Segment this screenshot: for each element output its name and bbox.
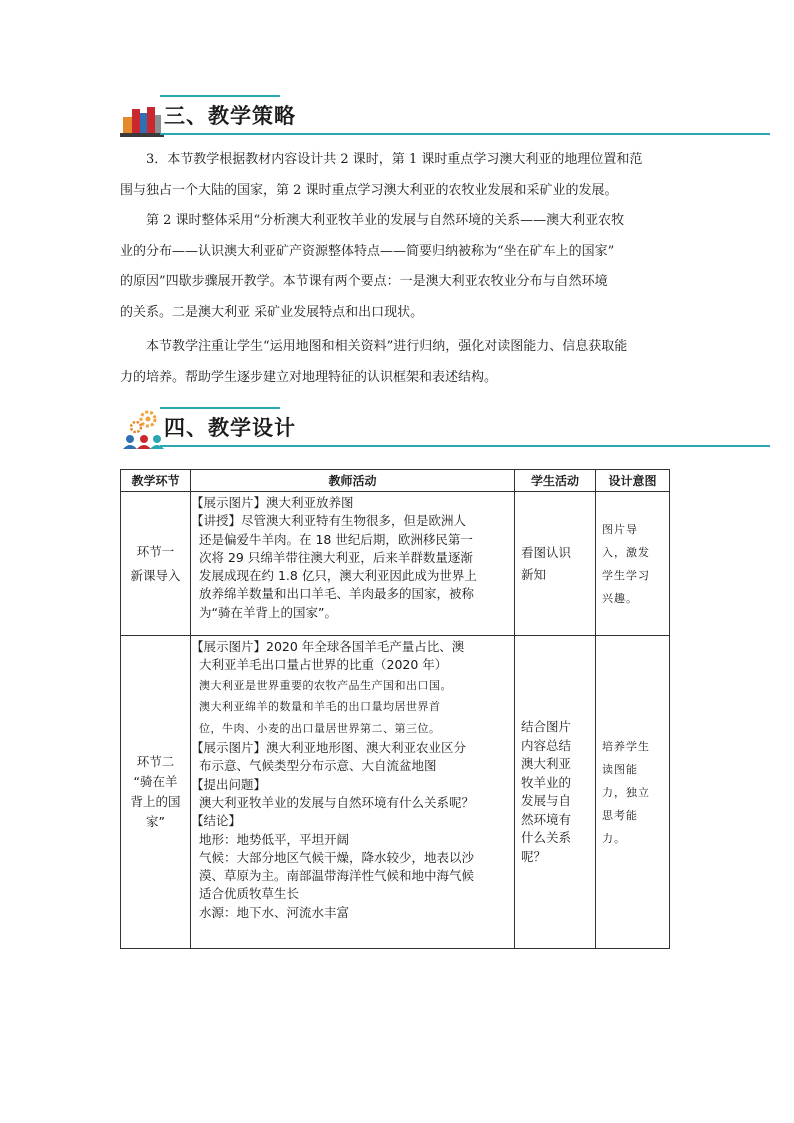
- text-line: 围与独占一个大陆的国家，第 2 课时重点学习澳大利亚的农牧业发展和采矿业的发展。: [120, 182, 618, 198]
- teacher-line: 【提出问题】: [191, 776, 267, 792]
- section-3-header: [120, 95, 770, 135]
- teacher-activity-cell: [191, 492, 515, 636]
- teacher-line: 气候：大部分地区气候干燥，降水较少，地表以沙: [199, 849, 475, 865]
- teacher-handwritten-line: 澳大利亚是世界重要的农牧产品生产国和出口国。: [199, 678, 452, 692]
- intent-line: 学生学习: [602, 568, 650, 582]
- intent-line: 图片导: [602, 522, 638, 536]
- header-rule: [160, 445, 770, 447]
- stage-text: 家”: [146, 814, 165, 829]
- text-line: 业的分布——认识澳大利亚矿产资源整体特点——简要归纳被称为“坐在矿车上的国家”: [120, 243, 615, 259]
- strategy-paragraph-2: [120, 206, 682, 328]
- teacher-line: 布示意、气候类型分布示意、大自流盆地图: [199, 758, 437, 774]
- student-line: 呢？: [521, 848, 547, 864]
- header-top-line: [160, 407, 280, 409]
- intent-line: 培养学生: [602, 739, 650, 753]
- text-line: 3．本节教学根据教材内容设计共 2 课时，第 1 课时重点学习澳大利亚的地理位置和范: [146, 152, 643, 167]
- student-line: 发展与自: [521, 793, 572, 808]
- intent-line: 读图能: [602, 762, 638, 776]
- table-row: [121, 492, 670, 636]
- stage-text: 新课导入: [130, 567, 181, 583]
- header-design-intent: 设计意图: [596, 470, 670, 492]
- teacher-line: 地形：地势低平，平坦开阔: [199, 831, 350, 847]
- stage-text: 环节二: [136, 754, 175, 769]
- section-4-header: [120, 407, 770, 447]
- table-header-row: [121, 470, 670, 492]
- table-row: [121, 636, 670, 949]
- teacher-line: 【展示图片】澳大利亚放养图: [191, 495, 354, 510]
- books-stack-icon: [120, 97, 164, 137]
- student-line: 结合图片: [521, 719, 572, 734]
- header-top-line: [160, 95, 280, 97]
- design-intent-cell: [596, 492, 670, 636]
- teacher-line: 澳大利亚牧羊业的发展与自然环境有什么关系呢？: [199, 794, 475, 810]
- student-line: 什么关系: [521, 830, 572, 845]
- stage-text: 环节一: [136, 543, 175, 559]
- teacher-line: 大利亚羊毛出口量占世界的比重（2020 年）: [199, 657, 448, 673]
- header-stage: 教学环节: [121, 470, 191, 492]
- stage-text: 背上的国: [130, 794, 181, 809]
- teaching-design-table: [120, 469, 670, 949]
- teacher-line: 为“骑在羊背上的国家”。: [199, 604, 337, 620]
- section-4-title: 四、教学设计: [164, 416, 296, 440]
- intent-line: 入，激发: [602, 545, 650, 559]
- text-line: 力的培养。帮助学生逐步建立对地理特征的认识框架和表述结构。: [120, 369, 498, 385]
- student-activity-cell: [515, 492, 596, 636]
- teacher-handwritten-line: 澳大利亚绵羊的数量和羊毛的出口量均居世界首: [199, 700, 441, 714]
- student-line: 看图认识: [521, 544, 572, 560]
- strategy-paragraph-3: [120, 332, 682, 393]
- text-line: 本节教学注重让学生“运用地图和相关资料”进行归纳，强化对读图能力、信息获取能: [146, 339, 628, 354]
- student-line: 牧羊业的: [521, 774, 572, 790]
- header-teacher-activity: 教师活动: [191, 470, 515, 492]
- student-line: 然环境有: [521, 811, 572, 827]
- student-activity-cell: [515, 636, 596, 949]
- teacher-line: 放养绵羊数量和出口羊毛、羊肉最多的国家，被称: [199, 586, 475, 602]
- teacher-line: 【展示图片】澳大利亚地形图、澳大利亚农业区分: [191, 740, 467, 756]
- intent-line: 思考能: [602, 808, 638, 822]
- intent-line: 兴趣。: [602, 591, 638, 605]
- text-line: 的原因”四歇步骤展开教学。本节课有两个要点：一是澳大利亚农牧业分布与自然环境: [120, 274, 608, 289]
- stage-cell: [121, 636, 191, 949]
- teacher-line: 水源：地下水、河流水丰富: [199, 904, 350, 920]
- student-line: 新知: [521, 566, 547, 582]
- intent-line: 力，独立: [602, 785, 650, 799]
- teacher-line: 【结论】: [191, 813, 242, 829]
- header-student-activity: 学生活动: [515, 470, 596, 492]
- gears-people-icon: [120, 409, 164, 449]
- intent-line: 力。: [602, 831, 626, 845]
- teacher-line: 还是偏爱牛羊肉。在 18 世纪后期，欧洲移民第一: [199, 531, 473, 547]
- section-3-title: 三、教学策略: [164, 104, 296, 128]
- teacher-line: 发展成现在约 1.8 亿只，澳大利亚因此成为世界上: [199, 568, 477, 584]
- student-line: 澳大利亚: [521, 756, 572, 771]
- student-line: 内容总结: [521, 737, 572, 753]
- stage-cell: [121, 492, 191, 636]
- strategy-paragraph-1: [120, 145, 682, 206]
- teacher-handwritten-line: 位，牛肉、小麦的出口量居世界第二、第三位。: [199, 721, 441, 735]
- text-line: 的关系。二是澳大利亚 采矿业发展特点和出口现状。: [120, 304, 424, 320]
- design-intent-cell: [596, 636, 670, 949]
- stage-text: “骑在羊: [133, 774, 178, 789]
- teacher-line: 【展示图片】2020 年全球各国羊毛产量占比、澳: [191, 639, 465, 654]
- teacher-line: 【讲授】尽管澳大利亚特有生物很多，但是欧洲人: [191, 513, 467, 529]
- teacher-line: 适合优质牧草生长: [199, 886, 300, 902]
- teacher-activity-cell: [191, 636, 515, 949]
- text-line: 第 2 课时整体采用“分析澳大利亚牧羊业的发展与自然环境的关系——澳大利亚农牧: [146, 213, 625, 228]
- teacher-line: 漠、草原为主。南部温带海洋性气候和地中海气候: [199, 868, 475, 884]
- header-rule: [160, 133, 770, 135]
- teacher-line: 次将 29 只绵羊带往澳大利亚，后来羊群数量逐渐: [199, 549, 473, 565]
